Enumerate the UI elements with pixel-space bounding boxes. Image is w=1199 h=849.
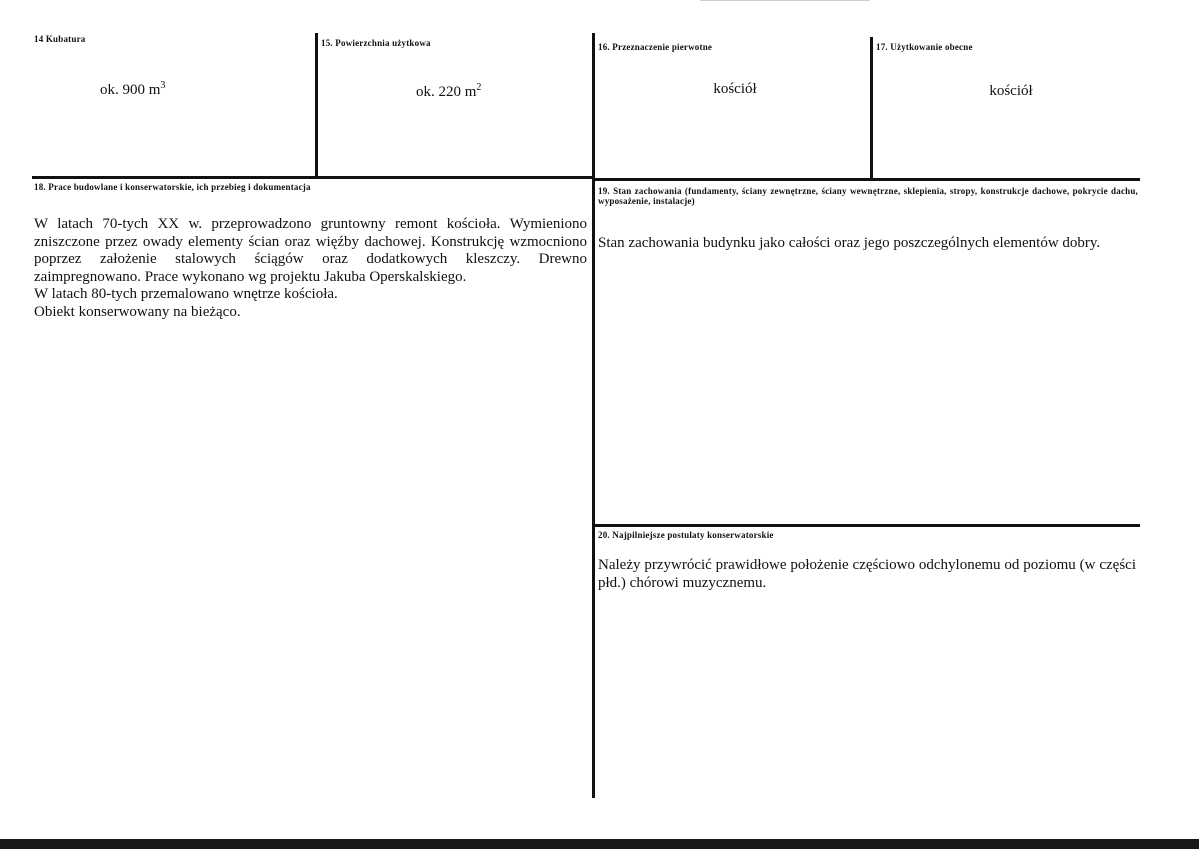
field-20-body: Należy przywrócić prawidłowe położenie częściowo odchylonemu od poziomu (w części płd.) chórowi muzycznemu. [598, 557, 1136, 591]
field-18-paragraph-3: Obiekt konserwowany na bieżąco. [34, 303, 241, 320]
field-15-value-exponent: 2 [476, 82, 482, 93]
field-18-label: 18. Prace budowlane i konserwatorskie, ich przebieg i dokumentacja [34, 182, 311, 192]
divider-14-15 [315, 33, 318, 178]
field-17-value: kościół [989, 83, 1033, 99]
field-14-value-exponent: 3 [160, 80, 166, 91]
divider-15-16 [592, 33, 595, 798]
field-14-value [100, 81, 240, 99]
field-19-body: Stan zachowania budynku jako całości oraz jego poszczególnych elementów dobry. [598, 235, 1101, 251]
field-18-paragraph-2: W latach 80-tych przemalowano wnętrze kościoła. [34, 286, 338, 302]
field-20-label: 20. Najpilniejsze postulaty konserwatorskie [598, 530, 774, 540]
divider-row1-row2-right [592, 178, 1140, 181]
scan-bottom-edge [0, 839, 1199, 849]
divider-16-17 [870, 37, 873, 178]
field-19-label: 19. Stan zachowania (fundamenty, ściany zewnętrzne, ściany wewnętrzne, sklepienia, stropy, konstrukcje dachowe, pokrycie dachu, wyposażenie, instalacje) [598, 186, 1138, 206]
scan-edge-mark [700, 0, 870, 1]
field-17-label: 17. Użytkowanie obecne [876, 42, 973, 52]
field-15-label: 15. Powierzchnia użytkowa [321, 38, 431, 48]
field-14-label: 14 Kubatura [34, 34, 86, 44]
field-15-value-text: ok. 220 m [416, 84, 477, 100]
field-18-body [34, 216, 587, 321]
divider-row1-row2-left [32, 176, 595, 179]
field-16-label: 16. Przeznaczenie pierwotne [598, 42, 713, 52]
field-14-value-text: ok. 900 m [100, 82, 161, 98]
field-18-paragraph-1: W latach 70-tych XX w. przeprowadzono gruntowny remont kościoła. Wymieniono zniszczone przez owady elementy ścian oraz więźby dachowej. Konstrukcję wzmocniono poprzez założenie stalowych ściągów oraz dodatkowych kleszczy. Drewno zaimpregnowano. Prace wykonano wg projektu Jakuba Operskalskiego. [34, 216, 587, 285]
field-16-value: kościół [713, 81, 757, 97]
field-15-value [416, 83, 556, 101]
divider-19-20 [592, 524, 1140, 527]
